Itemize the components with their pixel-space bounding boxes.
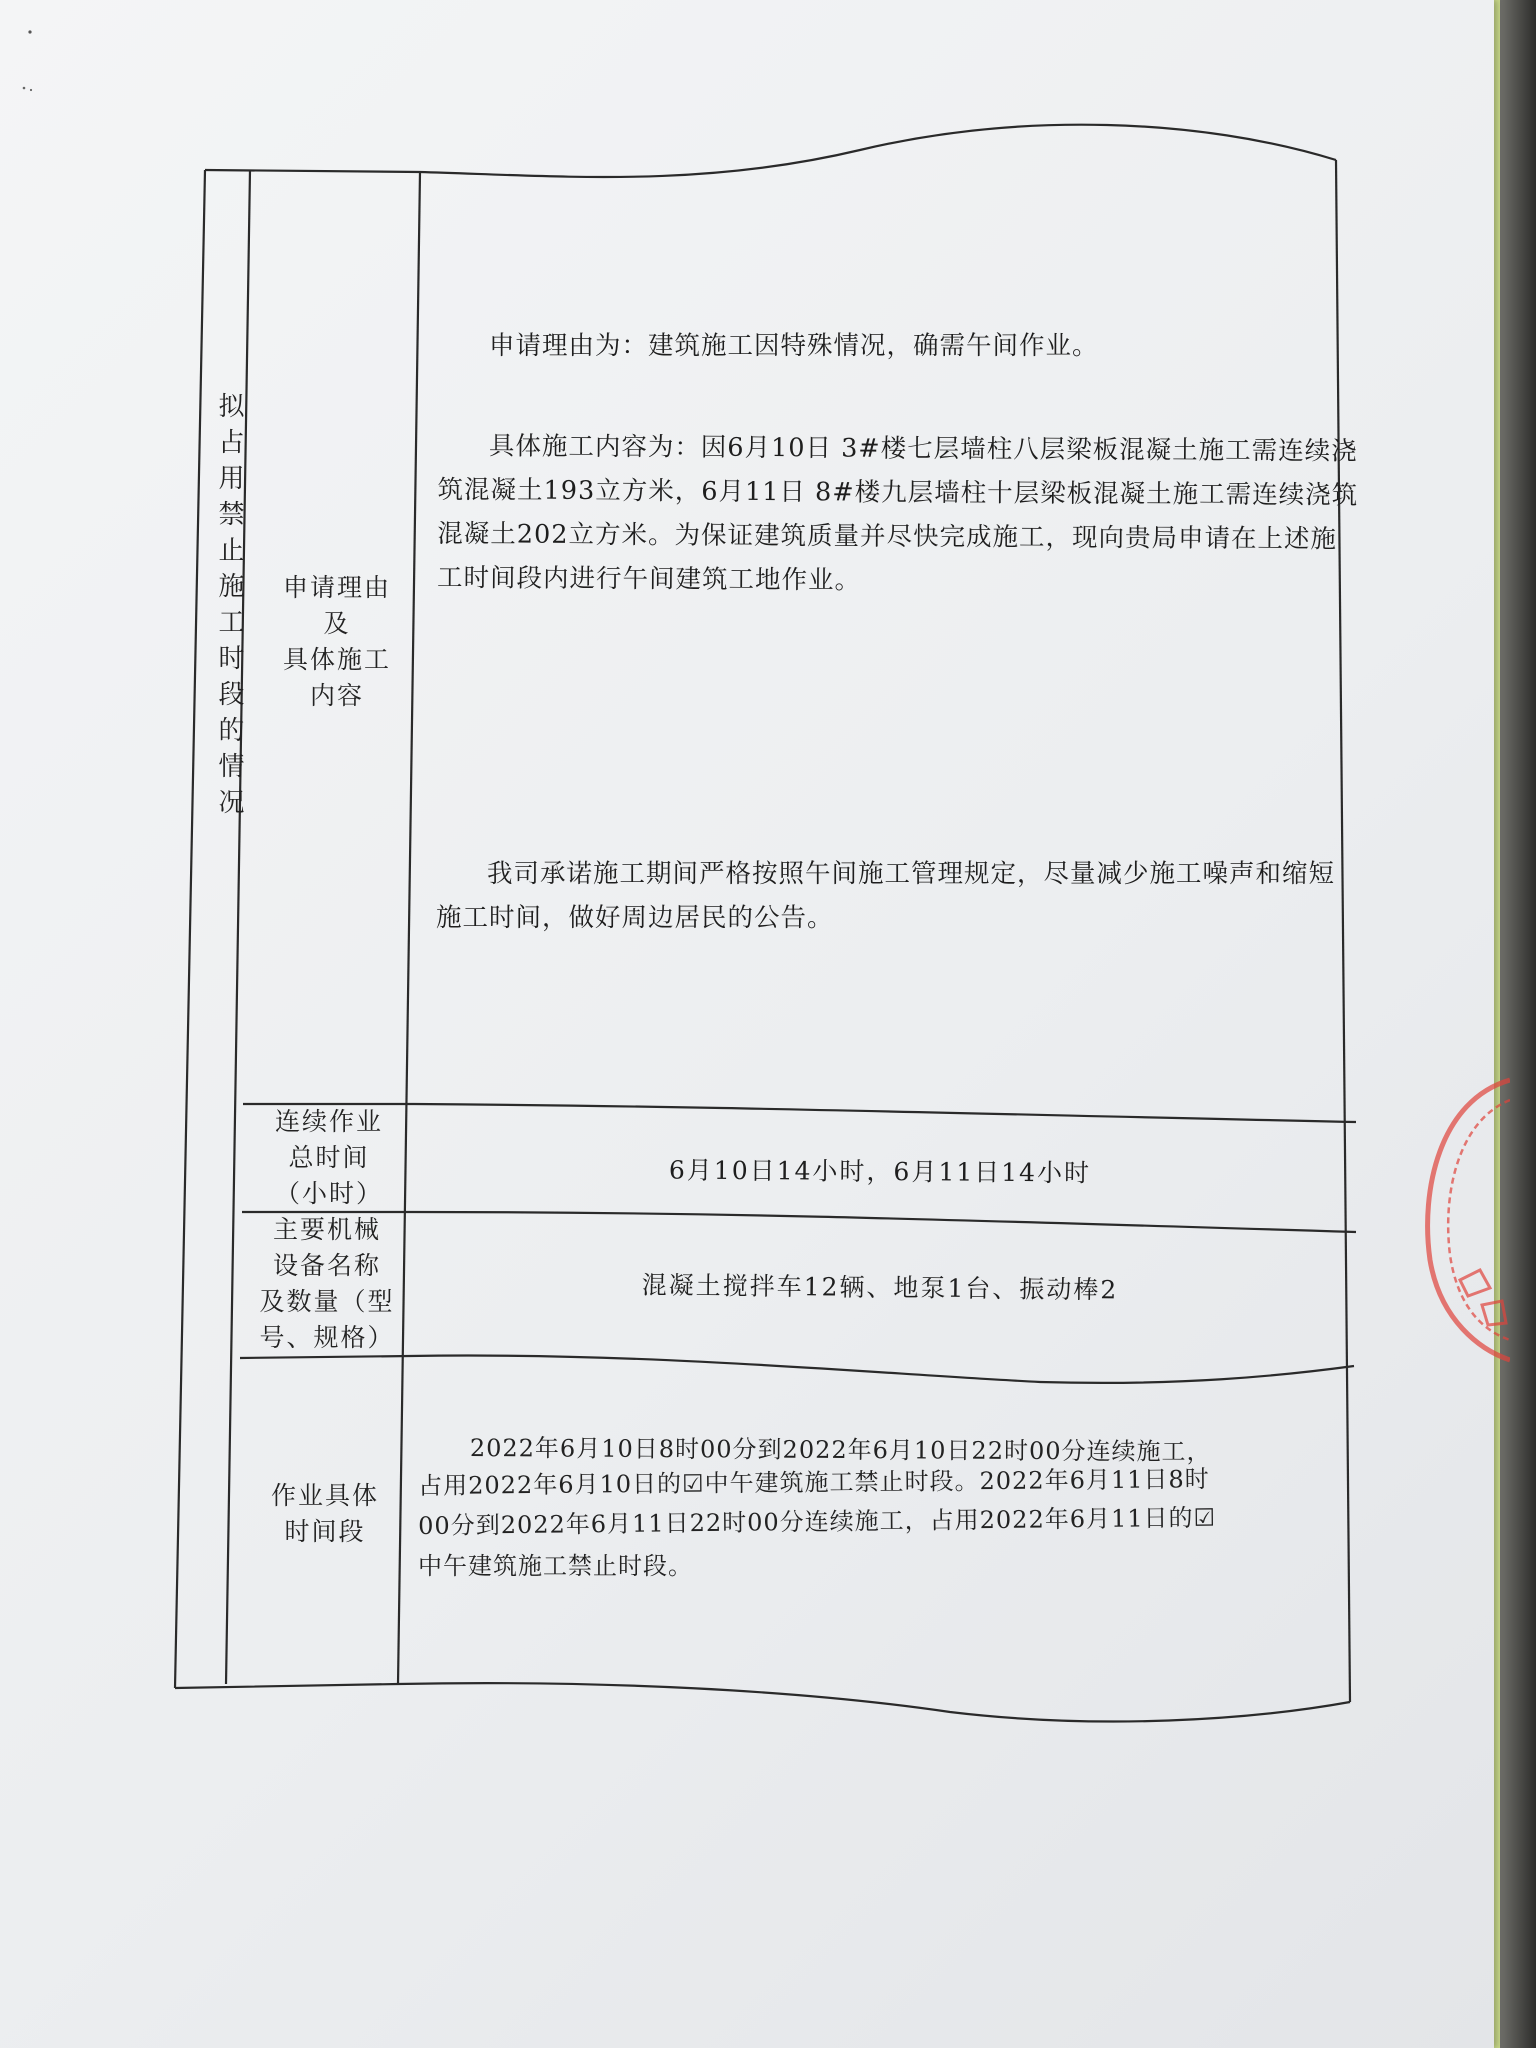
- period-line: 中午建筑施工禁止时段。: [418, 1552, 693, 1580]
- reason-label-line: 内容: [309, 681, 364, 710]
- equipment-value: 混凝土搅拌车12辆、地泵1台、振动棒2: [641, 1270, 1119, 1305]
- period-line: 00分到2022年6月11日22时00分连续施工，占用2022年6月11日的☑: [418, 1503, 1217, 1540]
- total-time-label: [248, 1104, 410, 1212]
- reason-label-line: 具体施工: [282, 645, 391, 674]
- total-time-label-line: （小时）: [274, 1179, 383, 1208]
- equipment-label-line: 主要机械: [272, 1215, 381, 1244]
- equipment-label-line: 设备名称: [272, 1251, 381, 1280]
- period-label-line: 作业具体: [270, 1481, 379, 1510]
- section-title: 拟占用禁止施工时段的情况: [214, 392, 244, 824]
- period-line: 2022年6月10日8时00分到2022年6月10日22时00分连续施工，: [469, 1433, 1212, 1466]
- reason-label-line: 申请理由: [282, 573, 391, 602]
- commitment-paragraph: 我司承诺施工期间严格按照午间施工管理规定，尽量减少施工噪声和缩短施工时间，做好周边居民的公告。: [436, 859, 1336, 933]
- period-label: [244, 1478, 406, 1550]
- total-time-value: 6月10日14小时，6月11日14小时: [668, 1155, 1092, 1188]
- reason-paragraph: 申请理由为：建筑施工因特殊情况，确需午间作业。: [489, 331, 1099, 361]
- total-time-label-line: 连续作业: [274, 1107, 383, 1136]
- reason-label-line: 及: [323, 609, 351, 638]
- background-edge: [1500, 0, 1536, 2048]
- content-paragraph: 具体施工内容为：因6月10日 3#楼七层墙柱八层梁板混凝土施工需连续浇筑混凝土193立方米，6月11日 8#楼九层墙柱十层梁板混凝土施工需连续浇筑混凝土202立方米。为保证建筑质量并尽快完成施工，现向贵局申请在上述施工时间段内进行午间建筑工地作业。: [436, 431, 1359, 596]
- period-label-line: 时间段: [284, 1517, 366, 1546]
- equipment-label: [246, 1212, 408, 1356]
- equipment-label-line: 号、规格）: [259, 1323, 395, 1352]
- total-time-label-line: 总时间: [288, 1143, 370, 1172]
- period-line: 占用2022年6月10日的☑中午建筑施工禁止时段。2022年6月11日8时: [418, 1465, 1210, 1500]
- equipment-label-line: 及数量（型: [259, 1287, 395, 1316]
- reason-label: [262, 570, 412, 714]
- red-seal-stamp: [1420, 1070, 1510, 1370]
